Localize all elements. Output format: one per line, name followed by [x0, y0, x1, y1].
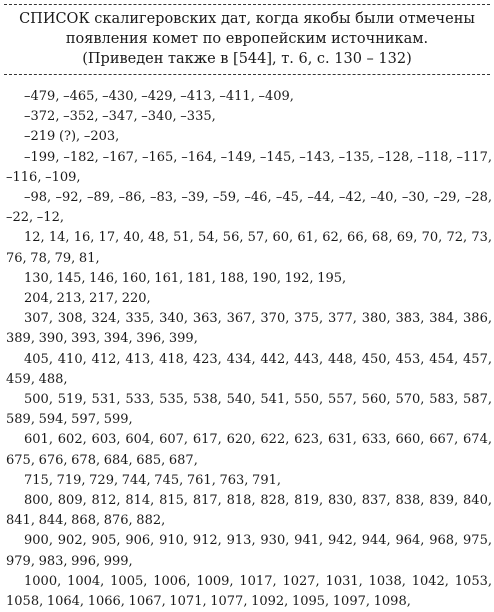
dates-group: 12, 14, 16, 17, 40, 48, 51, 54, 56, 57, 60, 61, 62, 66, 68, 69, 70, 72, 73, 76, 78, 79, 81,	[6, 230, 492, 266]
bottom-dashed-divider	[4, 74, 490, 75]
dates-group: –219 (?), –203,	[24, 129, 120, 145]
dates-group: –199, –182, –167, –165, –164, –149, –145, –143, –135, –128, –118, –117, –116, –109,	[6, 149, 492, 185]
dates-group: 307, 308, 324, 335, 340, 363, 367, 370, 375, 377, 380, 383, 384, 386, 389, 390, 393, 394, 396, 399,	[6, 311, 492, 347]
dates-group: 500, 519, 531, 533, 535, 538, 540, 541, 550, 557, 560, 570, 583, 587, 589, 594, 597, 599,	[6, 392, 492, 428]
dates-group: 715, 719, 729, 744, 745, 761, 763, 791,	[24, 472, 281, 488]
dates-group: –372, –352, –347, –340, –335,	[24, 109, 216, 125]
comet-dates-list	[6, 87, 492, 612]
heading-line-1: СПИСОК скалигеровских дат, когда якобы были отмечены	[19, 11, 475, 27]
top-dashed-divider	[4, 4, 490, 5]
dates-group: –479, –465, –430, –429, –413, –411, –409,	[24, 89, 294, 104]
dates-group: 130, 145, 146, 160, 161, 181, 188, 190, 192, 195,	[24, 270, 347, 286]
dates-group: 800, 809, 812, 814, 815, 817, 818, 828, 819, 830, 837, 838, 839, 840, 841, 844, 868, 876, 882,	[6, 493, 492, 529]
dates-group: 900, 902, 905, 906, 910, 912, 913, 930, 941, 942, 944, 964, 968, 975, 979, 983, 996, 999,	[6, 533, 492, 569]
dates-group: 204, 213, 217, 220,	[24, 291, 151, 307]
heading-line-3: (Приведен также в [544], т. 6, с. 130 – 132)	[82, 51, 412, 67]
dates-group: 1000, 1004, 1005, 1006, 1009, 1017, 1027, 1031, 1038, 1042, 1053, 1058, 1064, 1066, 1067, 1071, 1077, 1092, 1095, 1097, 1098,	[6, 573, 492, 610]
dates-group: 601, 602, 603, 604, 607, 617, 620, 622, 623, 631, 633, 660, 667, 674, 675, 676, 678, 684, 685, 687,	[6, 432, 492, 468]
document-heading	[0, 9, 494, 69]
dates-group: –98, –92, –89, –86, –83, –39, –59, –46, –45, –44, –42, –40, –30, –29, –28, –22, –12,	[6, 190, 492, 226]
heading-line-2: появления комет по европейским источникам.	[65, 31, 429, 47]
dates-group: 405, 410, 412, 413, 418, 423, 434, 442, 443, 448, 450, 453, 454, 457, 459, 488,	[6, 351, 492, 387]
